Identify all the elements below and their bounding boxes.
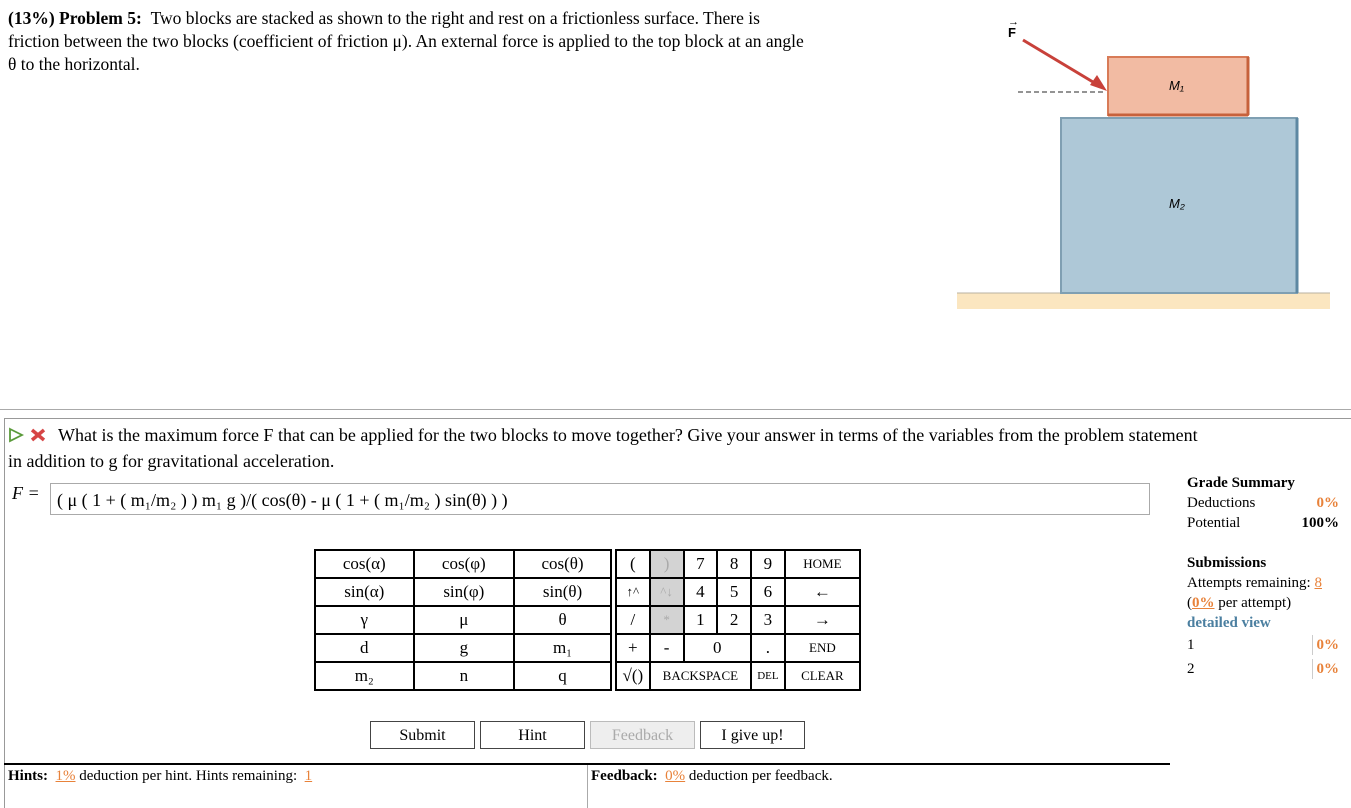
deductions-label: Deductions (1187, 495, 1256, 511)
key-end[interactable]: END (785, 634, 860, 662)
key-del[interactable]: DEL (751, 662, 785, 690)
force-arrow (1023, 40, 1098, 85)
incorrect-x-icon (32, 430, 44, 440)
question-line-2: in addition to g for gravitational acceleration. (8, 450, 335, 471)
feedback-button[interactable]: Feedback (590, 721, 695, 749)
feedback-text: deduction per feedback. (688, 768, 833, 784)
key-6[interactable]: 6 (751, 578, 785, 606)
key-n[interactable]: n (414, 662, 515, 690)
hints-label: Hints: (8, 768, 49, 784)
question-status-icons (8, 425, 54, 449)
problem-percent: (13%) (8, 8, 55, 28)
key-9[interactable]: 9 (751, 550, 785, 578)
variable-keypad (314, 549, 612, 691)
key-superscript-up[interactable]: ↑^ (616, 578, 650, 606)
submissions-title: Submissions (1187, 555, 1267, 571)
answer-prefix: F = (12, 483, 40, 503)
top-block-label: M₁ (1169, 78, 1184, 93)
key-3[interactable]: 3 (751, 606, 785, 634)
submission-row (1187, 635, 1339, 655)
per-attempt-pct: 0% (1192, 595, 1215, 611)
key-m1[interactable]: m₁ (514, 634, 611, 662)
problem-text-3: θ to the horizontal. (8, 54, 140, 74)
question-text (8, 423, 1338, 473)
key-cos-alpha[interactable]: cos(α) (315, 550, 414, 578)
feedback-info (591, 768, 833, 785)
problem-label: Problem 5: (59, 8, 142, 28)
bottom-block-label: M₂ (1169, 196, 1185, 211)
key-q[interactable]: q (514, 662, 611, 690)
grade-summary (1187, 473, 1339, 679)
hint-button[interactable]: Hint (480, 721, 585, 749)
hints-remaining: 1 (304, 768, 313, 784)
blocks-diagram (950, 15, 1340, 315)
key-1[interactable]: 1 (684, 606, 718, 634)
key-m2[interactable]: m₂ (315, 662, 414, 690)
key-sin-theta[interactable]: sin(θ) (514, 578, 611, 606)
key-plus[interactable]: + (616, 634, 650, 662)
key-divide[interactable]: / (616, 606, 650, 634)
key-multiply[interactable]: * (650, 606, 684, 634)
submission-pct: 0% (1312, 635, 1340, 655)
hints-text: deduction per hint. Hints remaining: (79, 768, 298, 784)
answer-input[interactable]: ( μ ( 1 + ( m₁/m₂ ) ) m₁ g )/( cos(θ) - μ ( 1 + ( m₁/m₂ ) sin(θ) ) ) (50, 483, 1150, 515)
per-attempt-open: ( (1187, 595, 1192, 611)
feedback-pct: 0% (665, 768, 686, 784)
grade-summary-title: Grade Summary (1187, 475, 1295, 491)
key-sqrt[interactable]: √() (616, 662, 650, 690)
force-vector-bar: → (1008, 16, 1019, 28)
problem-statement (8, 7, 928, 76)
submission-row (1187, 659, 1339, 679)
key-dot[interactable]: . (751, 634, 785, 662)
per-attempt-text: per attempt) (1218, 595, 1292, 611)
key-7[interactable]: 7 (684, 550, 718, 578)
key-sin-alpha[interactable]: sin(α) (315, 578, 414, 606)
footer-separator (587, 765, 588, 808)
key-cos-theta[interactable]: cos(θ) (514, 550, 611, 578)
problem-text-1: Two blocks are stacked as shown to the right and rest on a frictionless surface. There is (150, 8, 760, 28)
detailed-view-link[interactable]: detailed view (1187, 615, 1271, 631)
key-5[interactable]: 5 (717, 578, 751, 606)
hints-pct: 1% (55, 768, 76, 784)
deductions-value: 0% (1316, 495, 1339, 511)
submission-pct: 0% (1312, 659, 1340, 679)
key-d[interactable]: d (315, 634, 414, 662)
key-superscript-down[interactable]: ^↓ (650, 578, 684, 606)
key-4[interactable]: 4 (684, 578, 718, 606)
play-icon[interactable] (10, 429, 22, 441)
key-sin-phi[interactable]: sin(φ) (414, 578, 515, 606)
key-clear[interactable]: CLEAR (785, 662, 860, 690)
ground (957, 293, 1330, 309)
submit-button[interactable]: Submit (370, 721, 475, 749)
key-right-arrow[interactable]: → (785, 606, 860, 634)
key-open-paren[interactable]: ( (616, 550, 650, 578)
key-mu[interactable]: μ (414, 606, 515, 634)
give-up-button[interactable]: I give up! (700, 721, 805, 749)
section-divider (0, 409, 1351, 410)
force-label: F (1008, 25, 1016, 40)
key-close-paren[interactable]: ) (650, 550, 684, 578)
key-minus[interactable]: - (650, 634, 684, 662)
potential-label: Potential (1187, 515, 1241, 531)
potential-value: 100% (1301, 515, 1339, 531)
submission-number: 1 (1187, 637, 1195, 653)
key-8[interactable]: 8 (717, 550, 751, 578)
key-2[interactable]: 2 (717, 606, 751, 634)
question-line-1: What is the maximum force F that can be applied for the two blocks to move together? Give your answer in terms of the variables from the problem statement (58, 425, 1198, 445)
key-backspace[interactable]: BACKSPACE (650, 662, 751, 690)
attempts-label: Attempts remaining: (1187, 575, 1311, 591)
key-0[interactable]: 0 (684, 634, 752, 662)
attempts-value: 8 (1314, 575, 1322, 591)
key-theta[interactable]: θ (514, 606, 611, 634)
problem-text-2: friction between the two blocks (coefficient of friction μ). An external force is applied to the top block at an angle (8, 31, 804, 51)
key-left-arrow[interactable]: ← (785, 578, 860, 606)
key-gamma[interactable]: γ (315, 606, 414, 634)
operator-keypad (615, 549, 861, 691)
hints-info (8, 768, 312, 785)
feedback-label: Feedback: (591, 768, 658, 784)
key-cos-phi[interactable]: cos(φ) (414, 550, 515, 578)
key-g[interactable]: g (414, 634, 515, 662)
submission-number: 2 (1187, 661, 1195, 677)
key-home[interactable]: HOME (785, 550, 860, 578)
